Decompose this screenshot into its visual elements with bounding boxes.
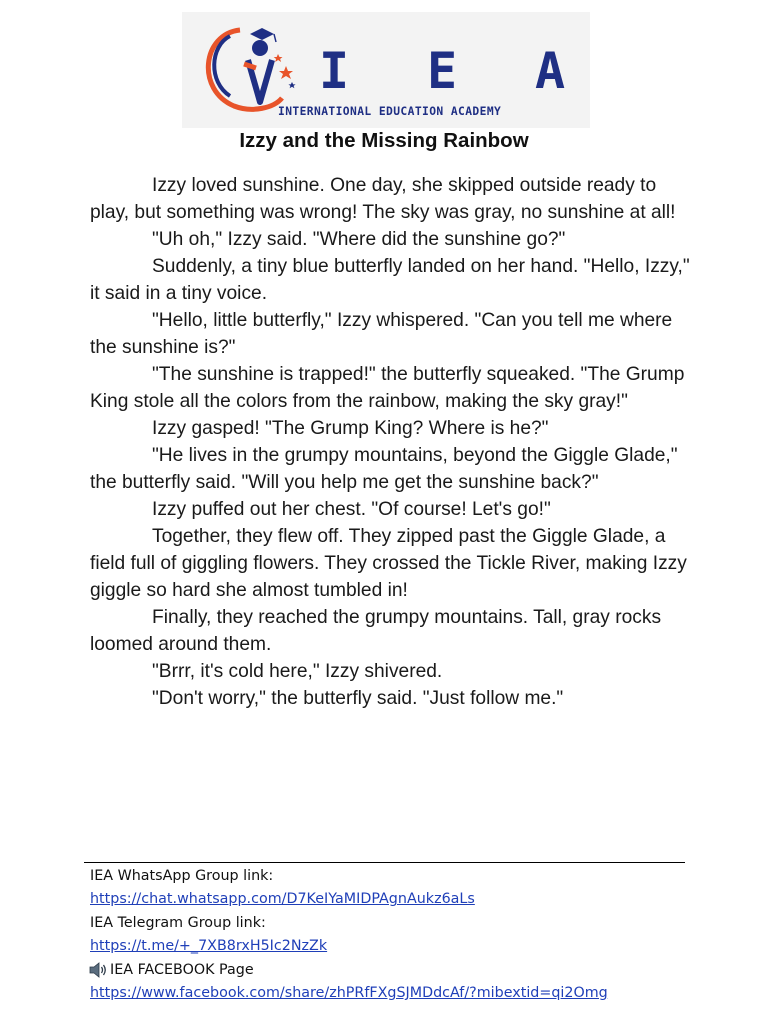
logo-letter-i: I	[318, 42, 350, 100]
story-paragraph: Izzy puffed out her chest. "Of course! Let's go!"	[152, 499, 551, 520]
telegram-label: IEA Telegram Group link:	[90, 914, 266, 931]
story-paragraph: "Brrr, it's cold here," Izzy shivered.	[152, 661, 443, 682]
telegram-link[interactable]: https://t.me/+_7XB8rxH5Ic2NzZk	[90, 938, 328, 955]
story-paragraph: "He lives in the grumpy mountains, beyond the Giggle Glade," the butterfly said. "Will you help me get the sunshine back?"	[90, 445, 678, 493]
story-paragraph: Izzy gasped! "The Grump King? Where is he?"	[152, 418, 549, 439]
story-paragraph: Izzy loved sunshine. One day, she skipped outside ready to play, but something was wrong! The sky was gray, no sunshine at all!	[90, 175, 676, 223]
story-title: Izzy and the Missing Rainbow	[239, 129, 529, 152]
logo-letter-a: A	[534, 42, 566, 100]
facebook-link[interactable]: https://www.facebook.com/share/zhPRfFXgSJMDdcAf/?mibextid=qi2Omg	[90, 984, 608, 1001]
footer-divider	[84, 862, 685, 863]
story-paragraph: Suddenly, a tiny blue butterfly landed on her hand. "Hello, Izzy," it said in a tiny voice.	[90, 256, 690, 304]
whatsapp-label: IEA WhatsApp Group link:	[90, 868, 274, 884]
logo-subtitle: INTERNATIONAL EDUCATION ACADEMY	[278, 105, 502, 118]
story-paragraph: Finally, they reached the grumpy mountains. Tall, gray rocks loomed around them.	[90, 607, 662, 655]
whatsapp-link[interactable]: https://chat.whatsapp.com/D7KeIYaMIDPAgnAukz6aLs	[90, 891, 475, 908]
logo-letter-e: E	[426, 42, 458, 100]
iea-logo	[182, 12, 590, 128]
footer-links	[90, 865, 710, 1005]
story-body	[90, 172, 690, 712]
story-paragraph: "Uh oh," Izzy said. "Where did the sunshine go?"	[152, 229, 566, 250]
story-paragraph: "Don't worry," the butterfly said. "Just follow me."	[152, 688, 564, 709]
story-paragraph: "The sunshine is trapped!" the butterfly squeaked. "The Grump King stole all the colors from the rainbow, making the sky gray!"	[90, 364, 685, 412]
story-paragraph: Together, they flew off. They zipped past the Giggle Glade, a field full of giggling flowers. They crossed the Tickle River, making Izzy giggle so hard she almost tumbled in!	[90, 526, 687, 601]
logo-acronym	[302, 42, 582, 100]
story-paragraph: "Hello, little butterfly," Izzy whispered. "Can you tell me where the sunshine is?"	[90, 310, 673, 358]
speaker-icon	[88, 961, 108, 979]
facebook-label: IEA FACEBOOK Page	[110, 961, 254, 978]
